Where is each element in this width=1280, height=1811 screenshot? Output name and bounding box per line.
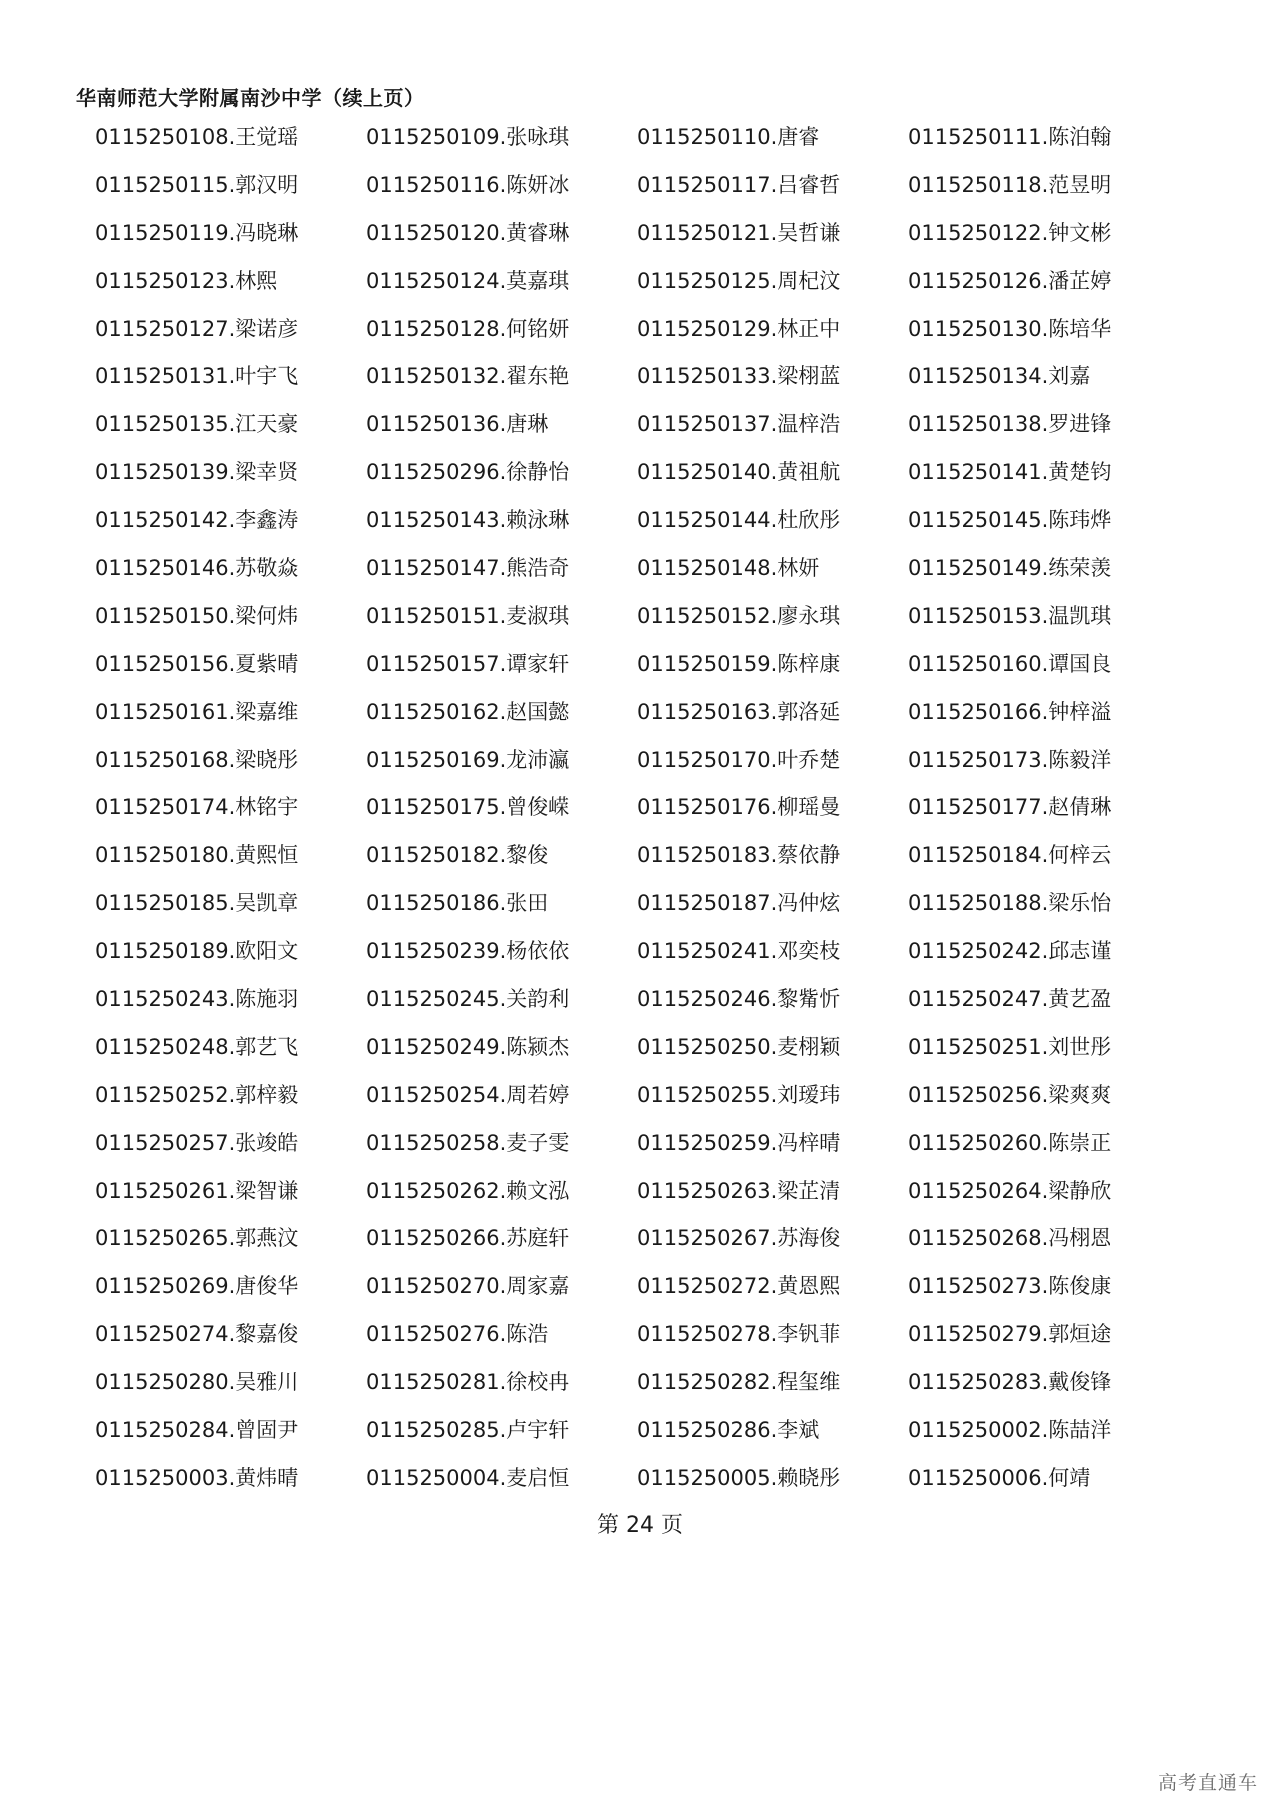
list-item: 0115250273.陈俊康 [908, 1274, 1112, 1299]
list-item: 0115250283.戴俊锋 [908, 1370, 1112, 1395]
list-item: 0115250136.唐琳 [366, 412, 549, 437]
list-item: 0115250248.郭艺飞 [95, 1034, 299, 1059]
list-item: 0115250170.叶乔楚 [637, 747, 841, 772]
list-item: 0115250129.林正中 [637, 316, 841, 341]
list-item: 0115250186.张田 [366, 891, 549, 916]
list-item: 0115250183.蔡依静 [637, 843, 841, 868]
list-item: 0115250145.陈玮烨 [908, 508, 1112, 533]
list-item: 0115250182.黎俊 [366, 843, 549, 868]
list-item: 0115250276.陈浩 [366, 1322, 549, 1347]
list-item: 0115250260.陈崇正 [908, 1130, 1112, 1155]
list-item: 0115250127.梁诺彦 [95, 316, 299, 341]
list-item: 0115250110.唐睿 [637, 125, 820, 149]
watermark: 高考直通车 [1157, 1772, 1258, 1794]
list-item: 0115250166.钟梓溢 [908, 699, 1112, 724]
list-item: 0115250138.罗进锋 [908, 412, 1112, 437]
list-item: 0115250111.陈泊翰 [908, 125, 1112, 149]
list-item: 0115250278.李钒菲 [637, 1322, 841, 1347]
list-item: 0115250239.杨依依 [366, 939, 570, 964]
list-item: 0115250279.郭烜途 [908, 1322, 1112, 1347]
list-item: 0115250118.范昱明 [908, 172, 1112, 197]
list-item: 0115250141.黄楚钧 [908, 460, 1112, 485]
list-item: 0115250168.梁晓彤 [95, 747, 299, 772]
list-item: 0115250284.曾固尹 [95, 1418, 299, 1443]
list-item: 0115250125.周杞汶 [637, 268, 841, 293]
list-item: 0115250173.陈毅洋 [908, 747, 1112, 772]
list-item: 0115250177.赵倩琳 [908, 795, 1112, 820]
list-item: 0115250259.冯梓晴 [637, 1130, 841, 1155]
list-item: 0115250176.柳瑶曼 [637, 795, 841, 820]
list-item: 0115250282.程玺维 [637, 1370, 841, 1395]
list-item: 0115250132.翟东艳 [366, 364, 570, 389]
list-item: 0115250262.赖文泓 [366, 1178, 570, 1203]
list-item: 0115250254.周若婷 [366, 1082, 570, 1107]
list-item: 0115250004.麦启恒 [366, 1465, 570, 1490]
list-item: 0115250268.冯栩恩 [908, 1226, 1112, 1251]
list-item: 0115250252.郭梓毅 [95, 1082, 299, 1107]
list-item: 0115250266.苏庭轩 [366, 1226, 570, 1251]
list-item: 0115250006.何靖 [908, 1465, 1091, 1490]
list-item: 0115250255.刘瑷玮 [637, 1082, 841, 1107]
list-item: 0115250270.周家嘉 [366, 1274, 570, 1299]
list-item: 0115250005.赖晓彤 [637, 1465, 841, 1490]
list-item: 0115250157.谭家轩 [366, 651, 570, 676]
list-item: 0115250003.黄炜晴 [95, 1465, 299, 1490]
list-item: 0115250123.林熙 [95, 268, 278, 293]
list-item: 0115250133.梁栩蓝 [637, 364, 841, 389]
list-item: 0115250144.杜欣彤 [637, 508, 841, 533]
list-item: 0115250249.陈颍杰 [366, 1034, 570, 1059]
page-number: 第 24 页 [597, 1513, 683, 1538]
list-item: 0115250160.谭国良 [908, 651, 1112, 676]
list-item: 0115250267.苏海俊 [637, 1226, 841, 1251]
list-item: 0115250185.吴凯章 [95, 891, 299, 916]
list-item: 0115250265.郭燕汶 [95, 1226, 299, 1251]
list-item: 0115250117.吕睿哲 [637, 172, 841, 197]
list-item: 0115250264.梁静欣 [908, 1178, 1112, 1203]
list-item: 0115250130.陈培华 [908, 316, 1112, 341]
list-item: 0115250189.欧阳文 [95, 939, 299, 964]
page-title: 华南师范大学附属南沙中学（续上页） [76, 86, 425, 110]
list-item: 0115250002.陈喆洋 [908, 1418, 1112, 1443]
list-item: 0115250243.陈施羽 [95, 987, 299, 1012]
list-item: 0115250241.邓奕枝 [637, 939, 841, 964]
list-item: 0115250280.吴雅川 [95, 1370, 299, 1395]
list-item: 0115250121.吴哲谦 [637, 220, 841, 245]
list-item: 0115250162.赵国懿 [366, 699, 570, 724]
list-item: 0115250119.冯晓琳 [95, 220, 299, 245]
list-item: 0115250180.黄熙恒 [95, 843, 299, 868]
list-item: 0115250247.黄艺盈 [908, 987, 1112, 1012]
list-item: 0115250285.卢宇轩 [366, 1418, 570, 1443]
list-item: 0115250246.黎觜忻 [637, 987, 841, 1012]
list-item: 0115250152.廖永琪 [637, 603, 841, 628]
list-item: 0115250163.郭洛延 [637, 699, 841, 724]
list-item: 0115250108.王觉瑶 [95, 125, 299, 149]
list-item: 0115250124.莫嘉琪 [366, 268, 570, 293]
list-item: 0115250261.梁智谦 [95, 1178, 299, 1203]
list-item: 0115250151.麦淑琪 [366, 603, 570, 628]
list-item: 0115250131.叶宇飞 [95, 364, 299, 389]
list-item: 0115250140.黄祖航 [637, 460, 841, 485]
list-item: 0115250263.梁芷清 [637, 1178, 841, 1203]
list-item: 0115250147.熊浩奇 [366, 556, 570, 581]
list-item: 0115250153.温凯琪 [908, 603, 1112, 628]
list-item: 0115250148.林妍 [637, 556, 820, 581]
list-item: 0115250184.何梓云 [908, 843, 1112, 868]
list-item: 0115250286.李斌 [637, 1418, 820, 1443]
list-item: 0115250135.江天豪 [95, 412, 299, 437]
list-item: 0115250174.林铭宇 [95, 795, 299, 820]
list-item: 0115250139.梁幸贤 [95, 460, 299, 485]
list-item: 0115250245.关韵利 [366, 987, 570, 1012]
list-item: 0115250169.龙沛瀛 [366, 747, 570, 772]
list-item: 0115250296.徐静怡 [366, 460, 570, 485]
list-item: 0115250156.夏紫晴 [95, 651, 299, 676]
list-item: 0115250116.陈妍冰 [366, 172, 570, 197]
list-item: 0115250122.钟文彬 [908, 220, 1112, 245]
list-item: 0115250272.黄恩熙 [637, 1274, 841, 1299]
list-item: 0115250128.何铭妍 [366, 316, 570, 341]
list-item: 0115250188.梁乐怡 [908, 891, 1112, 916]
list-item: 0115250137.温梓浩 [637, 412, 841, 437]
list-item: 0115250142.李鑫涛 [95, 508, 299, 533]
list-item: 0115250257.张竣皓 [95, 1130, 299, 1155]
list-item: 0115250258.麦子雯 [366, 1130, 570, 1155]
list-item: 0115250126.潘芷婷 [908, 268, 1112, 293]
student-list [95, 124, 1179, 1513]
list-item: 0115250143.赖泳琳 [366, 508, 570, 533]
list-item: 0115250187.冯仲炫 [637, 891, 841, 916]
list-item: 0115250150.梁何炜 [95, 603, 299, 628]
list-item: 0115250146.苏敬焱 [95, 556, 299, 581]
list-item: 0115250134.刘嘉 [908, 364, 1091, 389]
list-item: 0115250175.曾俊嵘 [366, 795, 570, 820]
list-item: 0115250109.张咏琪 [366, 125, 570, 149]
list-item: 0115250149.练荣羡 [908, 556, 1112, 581]
list-item: 0115250115.郭汉明 [95, 172, 299, 197]
list-item: 0115250274.黎嘉俊 [95, 1322, 299, 1347]
list-item: 0115250281.徐校冉 [366, 1370, 570, 1395]
list-item: 0115250161.梁嘉维 [95, 699, 299, 724]
list-item: 0115250256.梁爽爽 [908, 1082, 1112, 1107]
list-item: 0115250242.邱志谨 [908, 939, 1112, 964]
list-item: 0115250159.陈梓康 [637, 651, 841, 676]
list-item: 0115250120.黄睿琳 [366, 220, 570, 245]
list-item: 0115250250.麦栩颖 [637, 1034, 841, 1059]
list-item: 0115250269.唐俊华 [95, 1274, 299, 1299]
list-item: 0115250251.刘世彤 [908, 1034, 1112, 1059]
